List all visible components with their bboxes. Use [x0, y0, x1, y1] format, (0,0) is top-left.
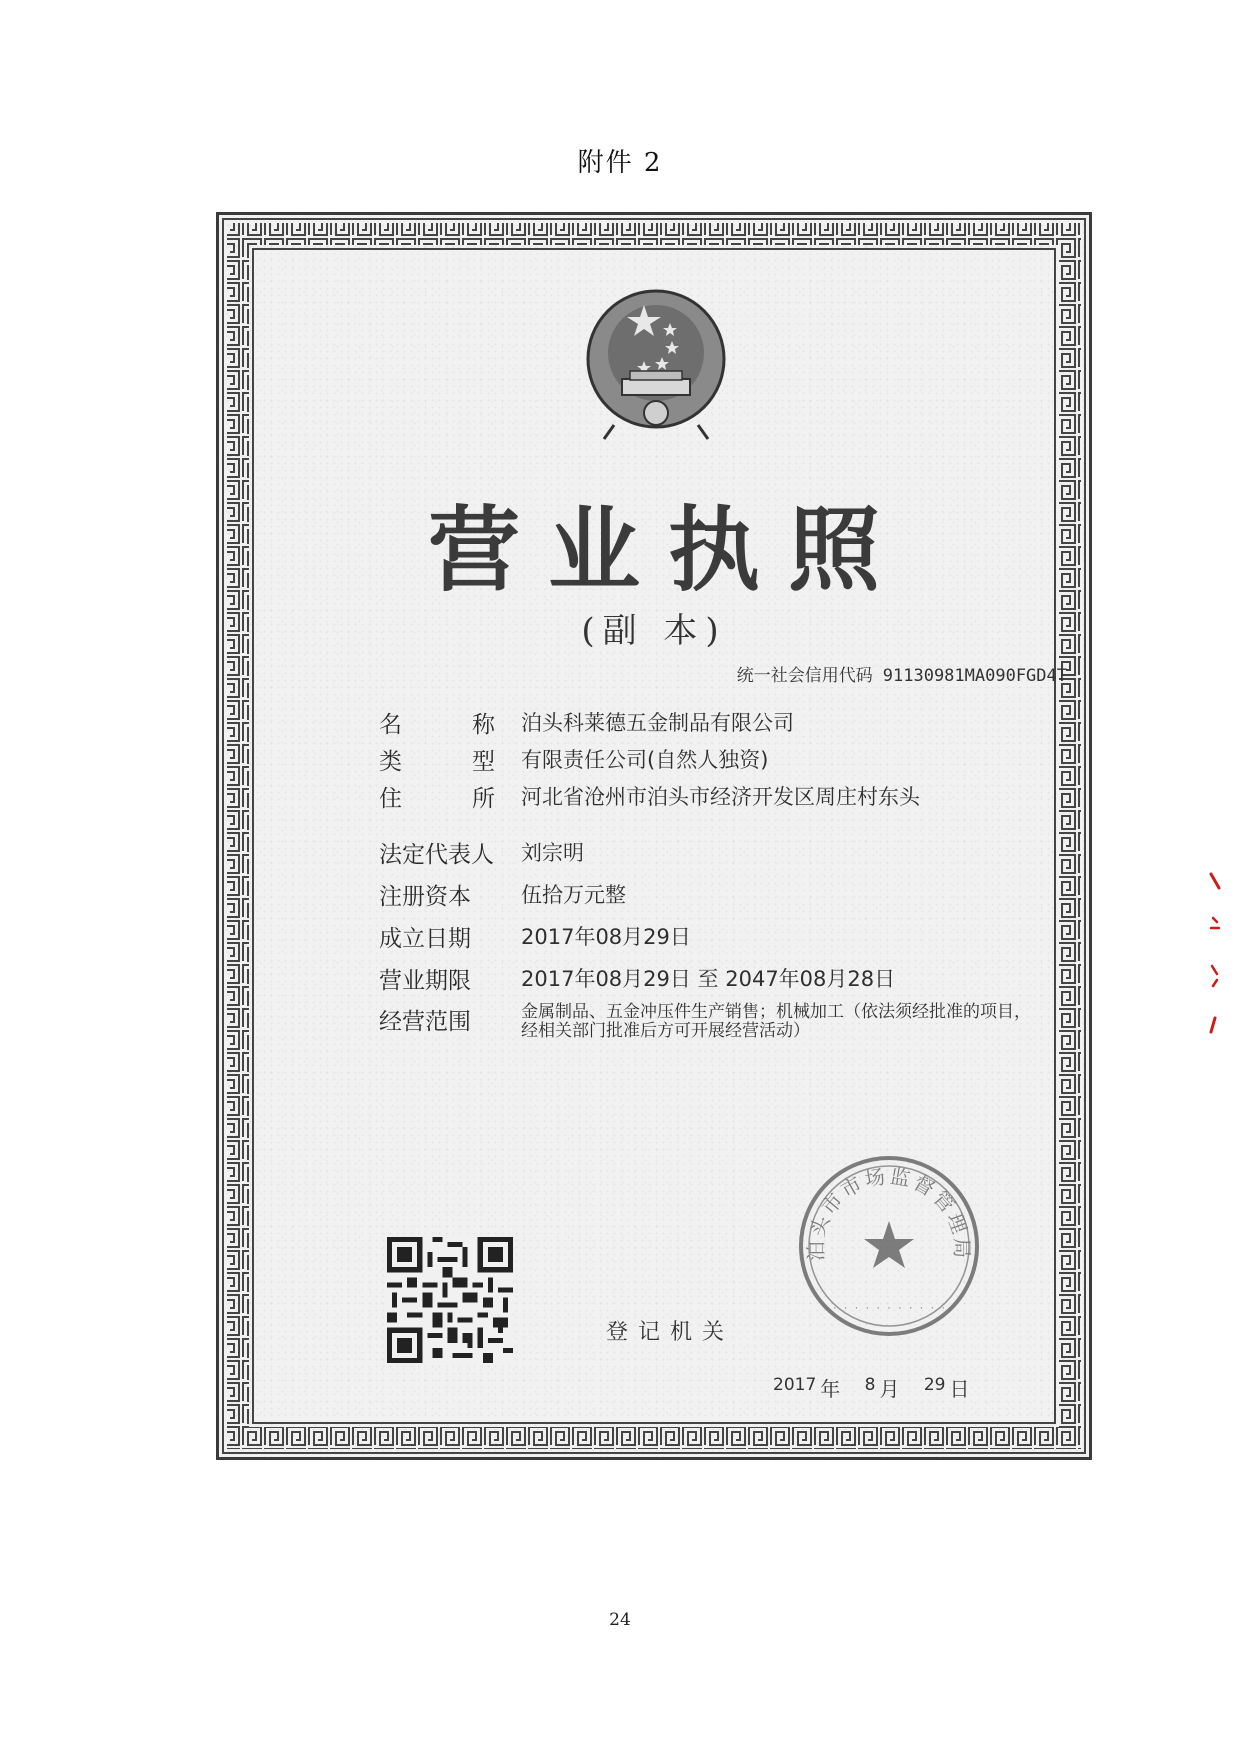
- seal-text: 泊头市市场监督管理局: [803, 1163, 975, 1262]
- page-number: 24: [609, 1610, 631, 1630]
- label-char: 型: [472, 748, 495, 775]
- national-emblem-icon: [584, 287, 728, 443]
- legal-representative: 刘宗明: [521, 841, 584, 865]
- field-row-legal-rep: [379, 835, 584, 869]
- field-row-type: [379, 742, 768, 776]
- field-row-scope: [379, 1003, 1041, 1047]
- label-char: 称: [472, 711, 495, 738]
- year-unit: 年: [820, 1377, 841, 1401]
- issue-date: [769, 1373, 969, 1402]
- label-char: 所: [472, 785, 495, 812]
- field-label: [379, 743, 495, 776]
- issue-year: 2017: [773, 1375, 817, 1395]
- credit-code-value: 91130981MA090FGD4T: [882, 666, 1067, 686]
- registered-capital: 伍拾万元整: [521, 883, 626, 907]
- license-subtitle: (副 本): [581, 611, 727, 651]
- license-title: 营业执照: [427, 497, 908, 604]
- business-term: 2017年08月29日 至 2047年08月28日: [521, 967, 896, 991]
- red-stamp-edge-marks: [1205, 870, 1225, 1040]
- registration-authority-label: 登记机关: [606, 1320, 735, 1345]
- label-char: 住: [379, 785, 402, 812]
- field-label: [379, 706, 495, 739]
- business-license-copy: [216, 212, 1092, 1460]
- issue-day: 29: [923, 1375, 946, 1395]
- label-char: 名: [379, 711, 402, 738]
- month-unit: 月: [879, 1377, 900, 1401]
- field-row-capital: [379, 877, 626, 911]
- establishment-date: 2017年08月29日: [521, 925, 691, 949]
- field-label: 营业期限: [379, 967, 471, 994]
- attachment-title: 附件 2: [577, 148, 663, 178]
- field-label: 经营范围: [379, 1009, 471, 1035]
- credit-code-label: 统一社会信用代码: [736, 666, 873, 686]
- company-name: 泊头科莱德五金制品有限公司: [521, 711, 794, 735]
- issue-month: 8: [864, 1375, 876, 1395]
- day-unit: 日: [949, 1377, 970, 1401]
- field-row-founded: [379, 919, 691, 953]
- company-type: 有限责任公司(自然人独资): [521, 748, 769, 772]
- field-label: 成立日期: [379, 925, 471, 952]
- field-label: 法定代表人: [379, 841, 494, 868]
- field-row-address: [379, 779, 920, 813]
- official-seal-icon: [794, 1151, 984, 1341]
- field-row-name: [379, 705, 794, 739]
- business-scope: 金属制品、五金冲压件生产销售；机械加工（依法须经批准的项目，经相关部门批准后方可开展经营活动）: [521, 1002, 1031, 1041]
- field-label: 注册资本: [379, 883, 471, 910]
- company-address: 河北省沧州市泊头市经济开发区周庄村东头: [521, 785, 920, 809]
- field-label: [379, 780, 495, 813]
- qr-code-icon: [387, 1237, 513, 1363]
- credit-code-line: [737, 661, 1067, 686]
- seal-serial: · · · · · · · · · · ·: [832, 1304, 946, 1314]
- field-row-term: [379, 961, 895, 995]
- label-char: 类: [379, 748, 402, 775]
